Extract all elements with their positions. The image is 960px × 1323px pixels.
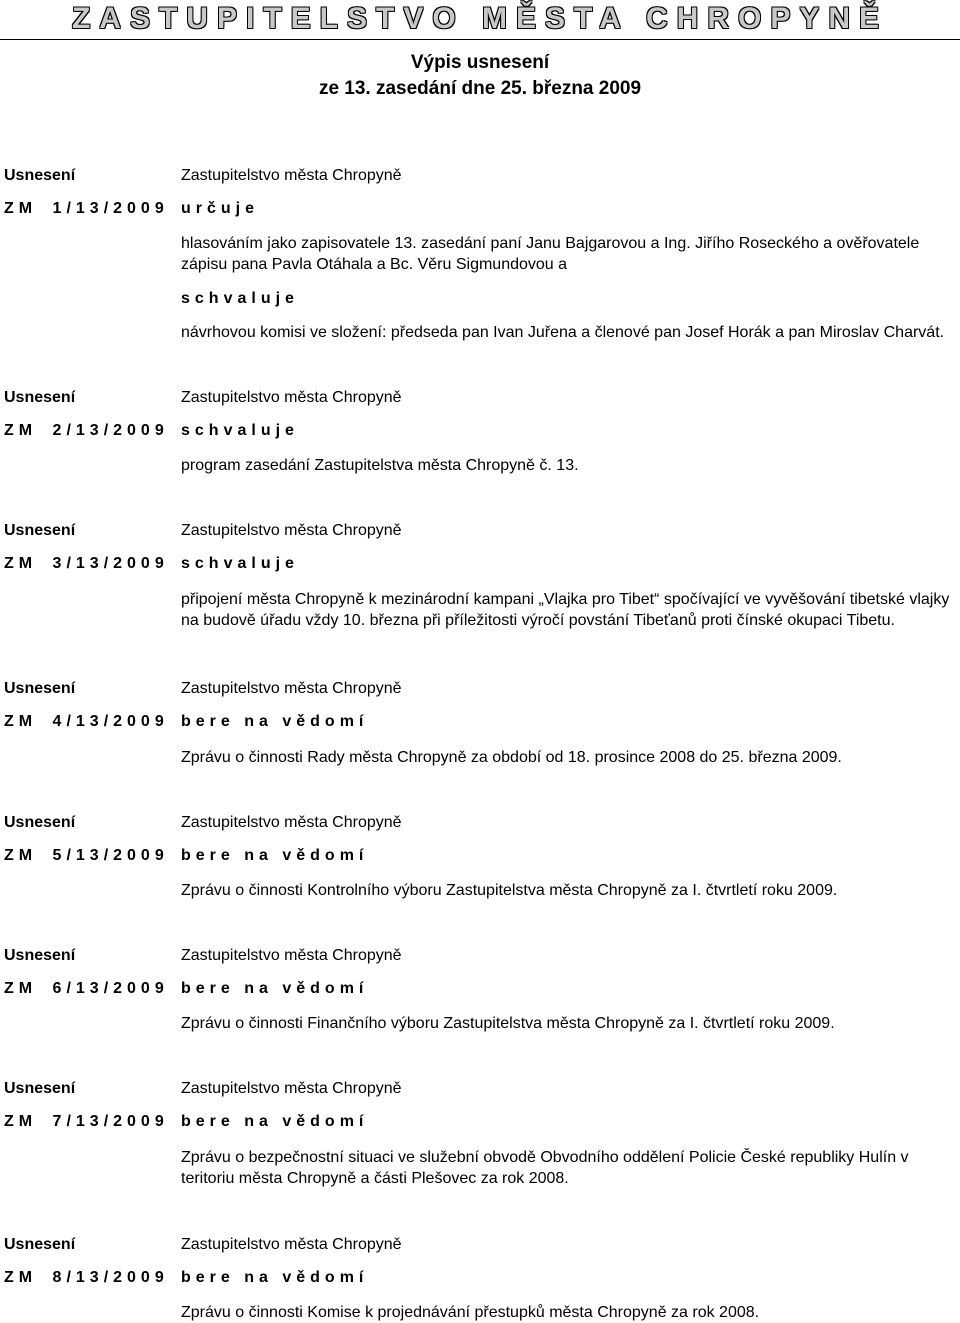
resolution-text: program zasedání Zastupitelstva města Chropyně č. 13. xyxy=(181,457,579,474)
council-name: Zastupitelstvo města Chropyně xyxy=(181,947,402,964)
document-title: ZASTUPITELSTVO MĚSTA CHROPYNĚ xyxy=(71,2,889,35)
resolution-label: Usnesení xyxy=(4,1080,76,1097)
resolution-label: Usnesení xyxy=(4,814,76,831)
council-name: Zastupitelstvo města Chropyně xyxy=(181,389,402,406)
council-name: Zastupitelstvo města Chropyně xyxy=(181,1080,402,1097)
resolution-code: ZM 8/13/2009 xyxy=(4,1269,169,1286)
resolution-label: Usnesení xyxy=(4,947,76,964)
resolution-text: hlasováním jako zapisovatele 13. zasedání paní Janu Bajgarovou a Ing. Jiřího Roseckého a ověřovatele zápisu pana Pavla Otáhala a Bc. Věru Sigmundovou a xyxy=(181,235,920,273)
council-name: Zastupitelstvo města Chropyně xyxy=(181,814,402,831)
resolution-code: ZM 2/13/2009 xyxy=(4,422,169,439)
resolution-code: ZM 4/13/2009 xyxy=(4,713,169,730)
council-name: Zastupitelstvo města Chropyně xyxy=(181,167,402,184)
council-name: Zastupitelstvo města Chropyně xyxy=(181,1236,402,1253)
resolution-code: ZM 5/13/2009 xyxy=(4,847,169,864)
resolution-code: ZM 3/13/2009 xyxy=(4,555,169,572)
council-name: Zastupitelstvo města Chropyně xyxy=(181,522,402,539)
council-name: Zastupitelstvo města Chropyně xyxy=(181,680,402,697)
resolution-verb: schvaluje xyxy=(181,422,299,439)
resolution-label: Usnesení xyxy=(4,389,76,406)
resolution-label: Usnesení xyxy=(4,680,76,697)
resolution-verb: určuje xyxy=(181,200,260,217)
resolution-text: připojení města Chropyně k mezinárodní kampani „Vlajka pro Tibet“ spočívající ve vyvěšování tibetské vlajky na budově úřadu vždy 10. března při příležitosti výročí povstání Tibeťanů proti čínské okupaci Tibetu. xyxy=(181,591,950,629)
resolution-label: Usnesení xyxy=(4,1236,76,1253)
resolution-code: ZM 1/13/2009 xyxy=(4,200,169,217)
resolution-text: Zprávu o činnosti Komise k projednávání přestupků města Chropyně za rok 2008. xyxy=(181,1304,760,1321)
resolution-verb: bere na vědomí xyxy=(181,1269,369,1286)
document-date: ze 13. zasedání dne 25. března 2009 xyxy=(318,78,642,99)
document-subtitle: Výpis usnesení xyxy=(410,52,550,73)
resolution-text: Zprávu o činnosti Rady města Chropyně za období od 18. prosince 2008 do 25. března 2009. xyxy=(181,749,842,766)
resolution-text: Zprávu o činnosti Kontrolního výboru Zastupitelstva města Chropyně za I. čtvrtletí roku 2009. xyxy=(181,882,838,899)
resolution-code: ZM 7/13/2009 xyxy=(4,1113,169,1130)
resolution-verb: bere na vědomí xyxy=(181,1113,369,1130)
resolution-text: návrhovou komisi ve složení: předseda pan Ivan Juřena a členové pan Josef Horák a pan Miroslav Charvát. xyxy=(181,324,945,341)
resolution-label: Usnesení xyxy=(4,522,76,539)
resolution-verb: schvaluje xyxy=(181,555,299,572)
resolution-code: ZM 6/13/2009 xyxy=(4,980,169,997)
resolution-verb: bere na vědomí xyxy=(181,713,369,730)
resolution-verb: bere na vědomí xyxy=(181,847,369,864)
resolution-verb: bere na vědomí xyxy=(181,980,369,997)
resolution-text: Zprávu o činnosti Finančního výboru Zastupitelstva města Chropyně za I. čtvrtletí roku 2009. xyxy=(181,1015,835,1032)
resolution-text: Zprávu o bezpečnostní situaci ve služební obvodě Obvodního oddělení Policie České republiky Hulín v teritoriu města Chropyně a části Plešovec za rok 2008. xyxy=(181,1149,909,1187)
resolution-label: Usnesení xyxy=(4,167,76,184)
resolution-verb: schvaluje xyxy=(181,290,299,307)
header-rule xyxy=(0,39,960,40)
